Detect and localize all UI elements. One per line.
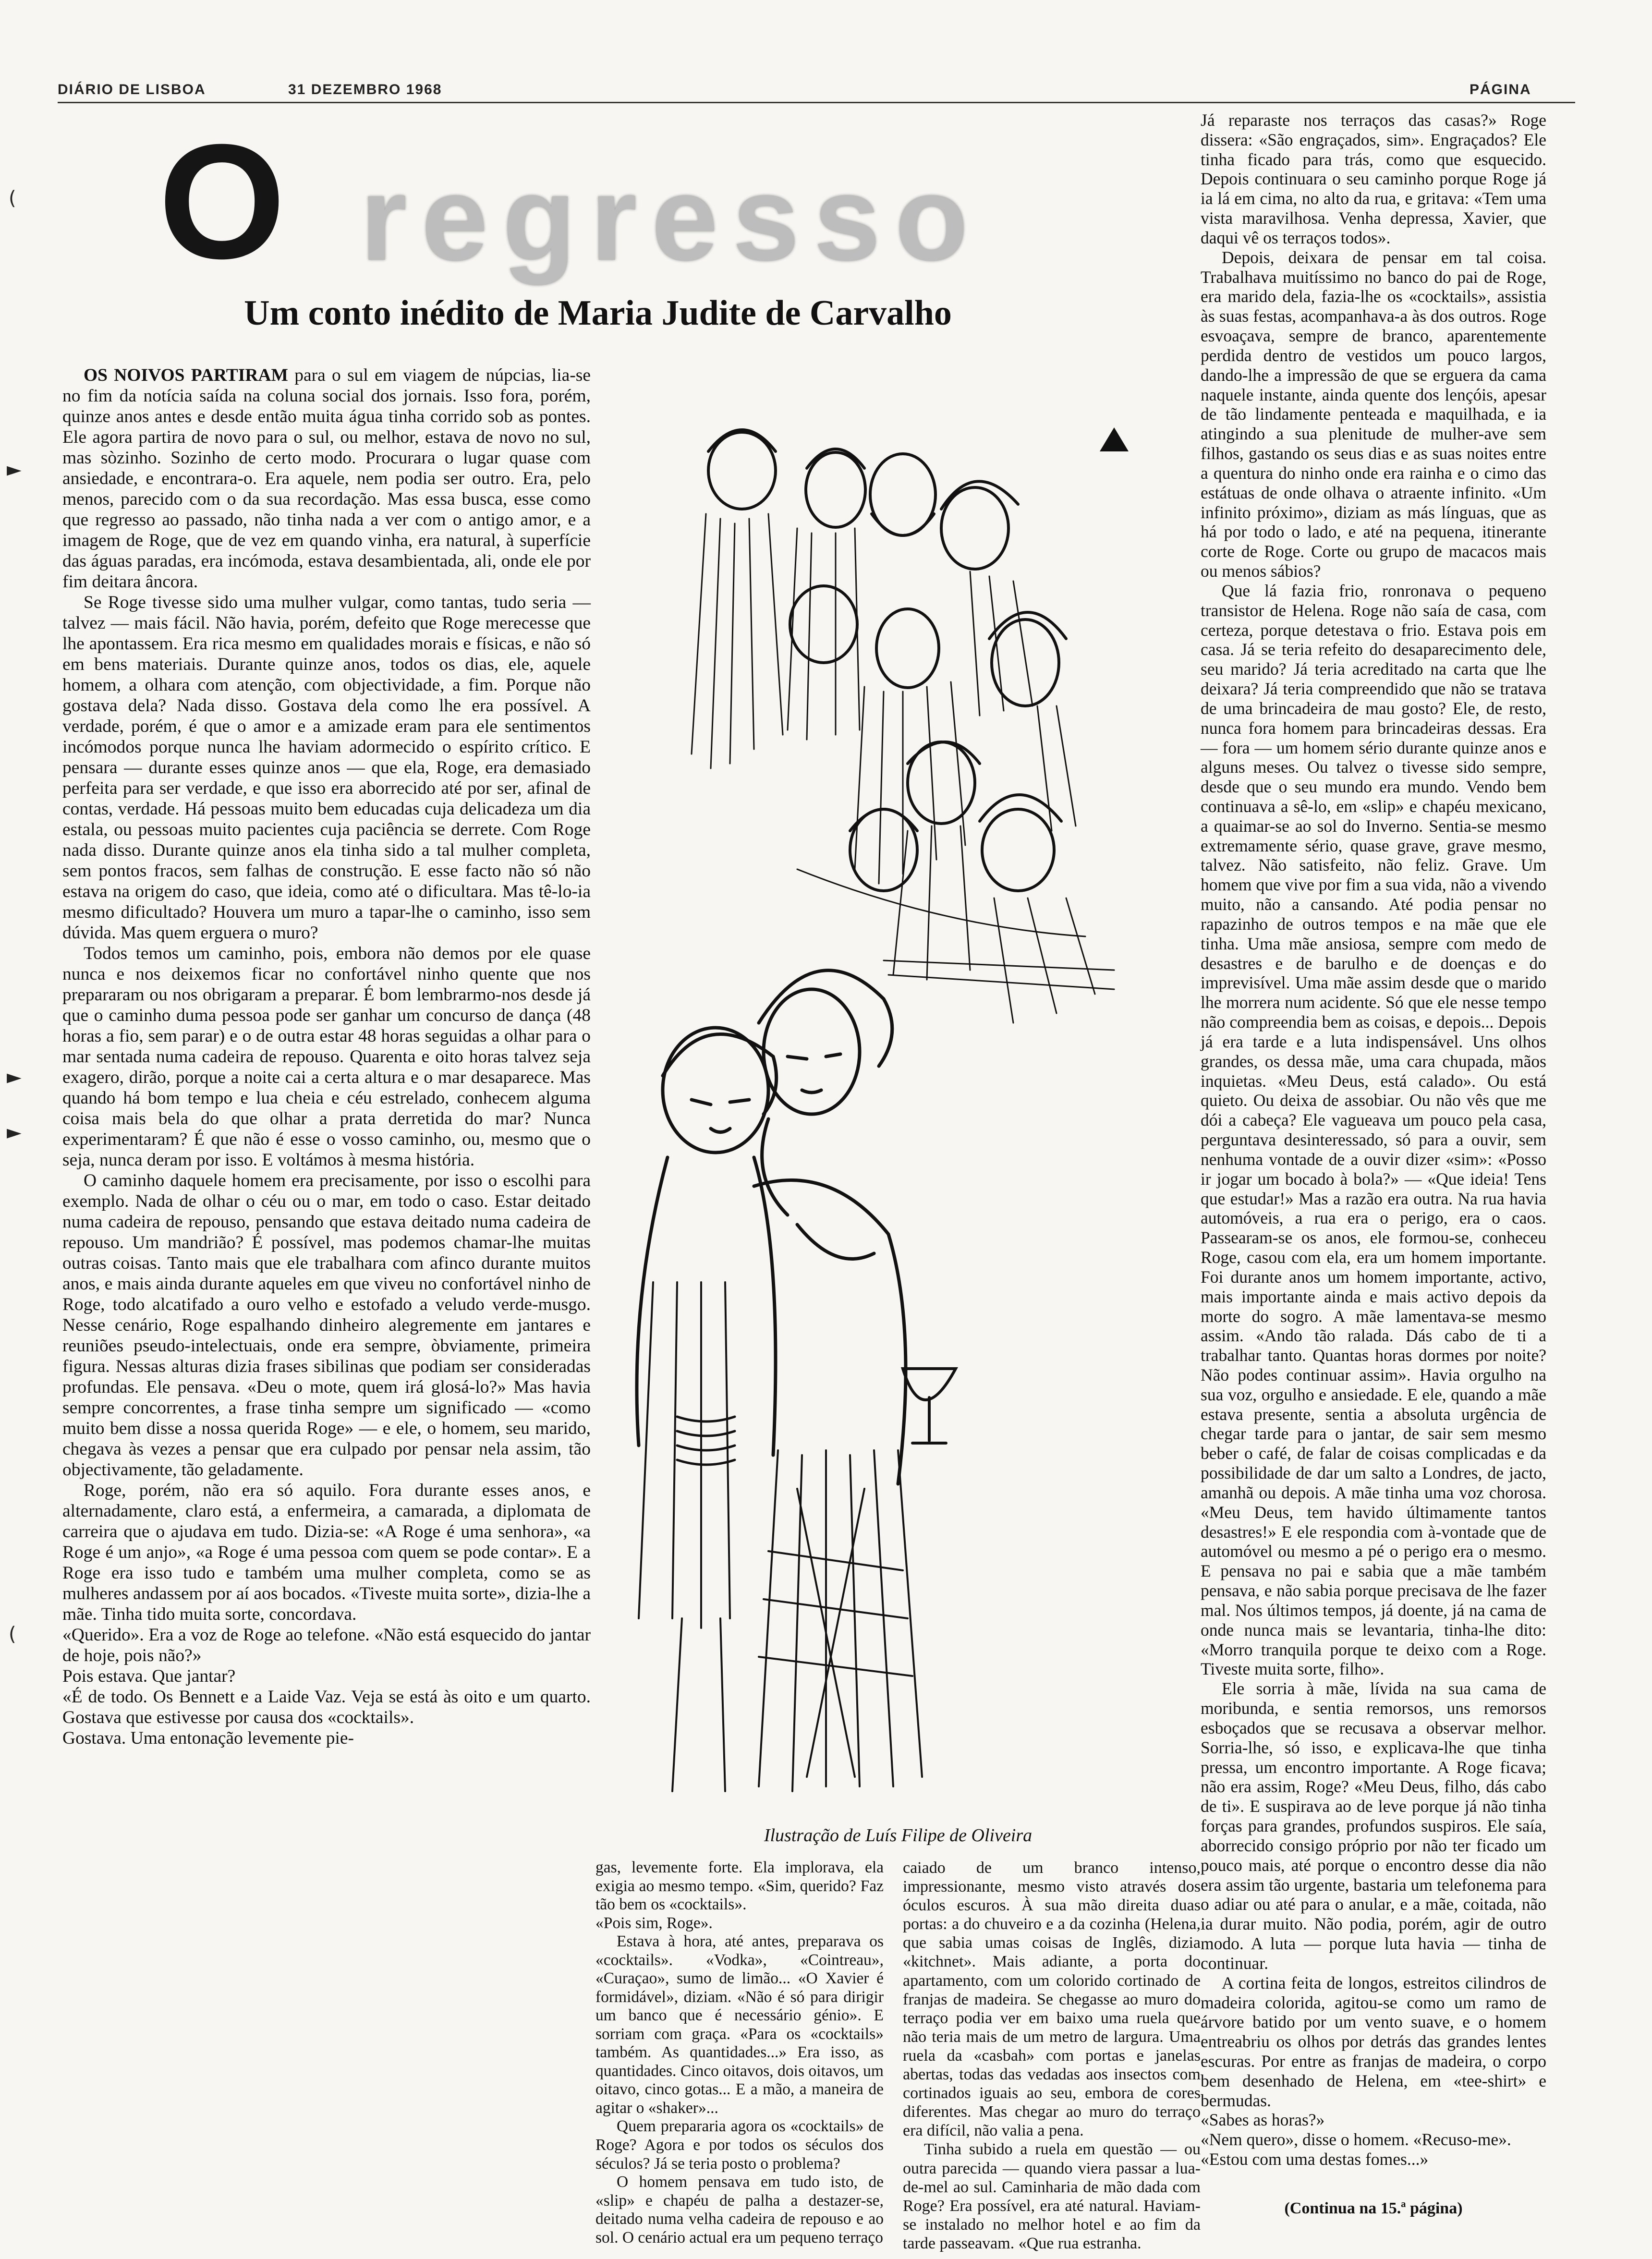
margin-arrow-mark: ► — [7, 1121, 22, 1143]
headline-initial: O — [158, 110, 286, 293]
story-illustration — [595, 370, 1201, 1806]
story-paragraph — [1201, 2130, 1546, 2150]
masthead — [58, 82, 1570, 101]
story-paragraph — [62, 943, 591, 1170]
paragraph-text: gas, levemente forte. Ela implorava, ela exigia ao mesmo tempo. «Sim, querido? Faz tão bem os «cocktails». — [595, 1858, 884, 1914]
paragraph-text: «Pois sim, Roge». — [595, 1914, 713, 1932]
paragraph-text: Quem prepararia agora os «cocktails» de Roge? Agora e por todos os séculos dos séculos? Já se teria posto o problema? — [595, 2117, 884, 2173]
paragraph-text: Se Roge tivesse sido uma mulher vulgar, como tantas, tudo seria — talvez — mais fácil. Não havia, porém, defeito que Roge merecesse que lhe apontassem. Era rica mesmo em qualidades morais e físicas, e não só em bens materiais. Durante quinze anos, todos os dias, ele, aquele homem, a olhara com atenção, com objectividade, a fim. Porque não gostava dela? Nada disso. Gostava dela como lhe era possível. A verdade, porém, é que o amor e a amizade eram para ele sentimentos incómodos porque nunca lhe haviam adormecido o espírito crítico. E pensara — durante esses quinze anos — que ela, Roge, era demasiado perfeita para ser verdade, e que isso era aborrecido até por ser, afinal de contas, verdade. Há pessoas muito bem educadas cuja delicadeza um dia estala, ou pessoas muito pacientes cuja paciência se derrete. Com Roge nada disso. Durante quinze anos ela tinha sido a tal mulher completa, sem pontos fracos, sem falhas de construção. E esse facto não só não estava na origem do caso, que ideia, como até o dificultara. Mas tê-lo-ia mesmo dificultado? Houvera um muro a tapar-lhe o caminho, isso sem dúvida. Mas quem erguera o muro? — [62, 593, 591, 943]
margin-bracket-mark: ( — [9, 1623, 16, 1645]
text-column-1 — [62, 365, 591, 2238]
story-paragraph — [62, 1728, 591, 1749]
story-paragraph — [1201, 2150, 1546, 2169]
story-paragraph — [903, 2140, 1201, 2253]
paragraph-text: O caminho daquele homem era precisamente, por isso o escolhi para exemplo. Nada de olhar o céu ou o mar, em todo o caso. Estar deitado numa cadeira de repouso, pensando que estava deitado numa cadeira de repouso. Um mandrião? É possível, mas podemos chamar-lhe muitas outras coisas. Tanto mais que ele trabalhara com afinco durante muitos anos, e mais ainda durante aqueles em que viveu no confortável ninho de Roge, todo alcatifado a ouro velho e estofado a veludo verde-musgo. Nesse cenário, Roge espalhando dinheiro alegremente em jantares e reuniões pseudo-intelectuais, onde era sempre, òbviamente, primeira figura. Nessas alturas dizia frases sibilinas que podiam ser consideradas profundas. Ele pensava. «Deu o mote, quem irá glosá-lo?» Mas havia sempre concorrentes, a frase tinha sempre um significado — «como muito bem disse a nossa querida Roge» — e ele, o homem, seu marido, chegava às vezes a pensar que era culpado por pensar nela assim, tão objectivamente, tão geladamente. — [62, 1171, 591, 1480]
story-paragraph — [1201, 1679, 1546, 1973]
story-paragraph — [62, 592, 591, 943]
paragraph-text: Gostava. Uma entonação levemente pie- — [62, 1728, 354, 1748]
text-column-4 — [1201, 110, 1546, 2190]
paragraph-text: «Sabes as horas?» — [1201, 2110, 1325, 2130]
paragraph-text: Estava à hora, até antes, preparava os «cocktails». «Vodka», «Cointreau», «Curaçao», sumo de limão... «O Xavier é formidável», diziam. «Não é só para dirigir um banco que é necessário génio». E sorriam com graça. «Para os «cocktails» também. As quantidades...» Era isso, as quantidades. Cinco oitavos, dois oitavos, um oitavo, cinco gotas... E a mão, a maneira de agitar o «shaker»... — [595, 1932, 884, 2117]
paragraph-text: Roge, porém, não era só aquilo. Fora durante esses anos, e alternadamente, claro está, a enfermeira, a camarada, a diplomata de carreira que o ajudava em tudo. Dizia-se: «A Roge é uma senhora», «a Roge é um anjo», «a Roge é uma pessoa com quem se pode contar». E a Roge era isso tudo e também uma mulher completa, como se as mulheres andassem por aí aos bocados. «Tiveste muita sorte», dizia-lhe a mãe. Tinha tido muita sorte, concordava. — [62, 1481, 591, 1624]
lead-in-caps: OS NOIVOS PARTIRAM — [84, 365, 288, 385]
story-paragraph — [595, 1914, 884, 1933]
story-paragraph — [595, 1858, 884, 1914]
story-paragraph — [62, 1480, 591, 1625]
story-paragraph — [1201, 110, 1546, 248]
paragraph-text: caiado de um branco intenso, impressionante, mesmo visto através dos óculos escuros. À sua mão direita duas portas: a do chuveiro e a da cozinha (Helena, que sabia umas coisas de Inglês, dizia «kitchnet». Mais adiante, a porta do apartamento, com um colorido cortinado de franjas de madeira. Se chegasse ao muro do terraço podia ver em baixo uma ruela que não teria mais de um metro de largura. Uma ruela da «casbah» com portas e janelas abertas, todas das vedadas aos insectos com cortinados iguais ao seu, embora de cores diferentes. Mas chegar ao muro do terraço era difícil, não valia a pena. — [903, 1859, 1201, 2140]
paragraph-text: «Estou com uma destas fomes...» — [1201, 2150, 1429, 2169]
paragraph-text: «É de todo. Os Bennett e a Laide Vaz. Veja se está às oito e um quarto. Gostava que estivesse por causa dos «cocktails». — [62, 1687, 591, 1727]
paragraph-text: Tinha subido a ruela em questão — ou outra parecida — quando viera passar a lua-de-mel ao sul. Caminharia de mão dada com Roge? Era possível, era até natural. Haviam-se instalado no melhor hotel e ao fim da tarde passeavam. «Que rua estranha. — [903, 2140, 1201, 2252]
text-column-3 — [903, 1858, 1201, 2252]
paragraph-text: Depois, deixara de pensar em tal coisa. Trabalhava muitíssimo no banco do pai de Roge, era marido dela, fazia-lhe os «cocktails», assistia às suas festas, acompanhava-a às dos outros. Roge esvoaçava, sempre de branco, aparentemente perdida dentro de vestidos um pouco largos, dando-lhe a impressão de que se erguera da cama naquele instante, ainda quente dos lençóis, apesar de tão lindamente penteada e maquilhada, e ia atingindo a sua plenitude de mulher-ave sem filhos, gastando os seus dias e as suas noites entre a quentura do ninho onde era rainha e o cimo das estátuas de onde olhava o atraente infinito. «Um infinito próximo», diziam as más línguas, que as há por todo o lado, e até na pequena, itinerante corte de Roge. Corte ou grupo de macacos mais ou menos sábios? — [1201, 247, 1546, 581]
story-paragraph — [1201, 2110, 1546, 2130]
story-headline — [158, 110, 1071, 293]
ink-drawing-people-image — [595, 370, 1201, 1806]
illustration-caption: Ilustração de Luís Filipe de Oliveira — [764, 1825, 1032, 1846]
story-paragraph — [62, 1666, 591, 1687]
story-paragraph — [595, 1932, 884, 2117]
paragraph-text: Todos temos um caminho, pois, embora não demos por ele quase nunca e nos deixemos ficar no confortável ninho quente que nos prepararam ou nos obrigaram a preparar. É bom lembrarmo-nos desde já que o caminho duma pessoa pode ser ganhar um concurso de dança (48 horas a fio, sem parar) e o de outra estar 48 horas seguidas a olhar para o mar sentada numa cadeira de repouso. Quarenta e oito horas talvez seja exagero, dirão, porque a noite cai a certa altura e o mar desaparece. Mas quando há bom tempo e lua cheia e céu estrelado, conhecem alguma coisa mais bela do que olhar a prata derretida do mar? Nunca experimentaram? É que não é esse o vosso caminho, ou, mesmo que o seja, nunca deram por isso. E voltámos à mesma história. — [62, 944, 591, 1170]
text-column-2 — [595, 1858, 884, 2252]
paragraph-text: Pois estava. Que jantar? — [62, 1666, 236, 1686]
continued-note: (Continua na 15.ª página) — [1284, 2199, 1463, 2217]
masthead-rule — [58, 102, 1575, 103]
paragraph-text: Que lá fazia frio, ronronava o pequeno transistor de Helena. Roge não saía de casa, com certeza, porque detestava o frio. Estava pois em casa. Já se teria refeito do desaparecimento dele, seu marido? Já teria acreditado na carta que lhe deixara? Já teria compreendido que não se tratava de uma brincadeira de mau gosto? Ele, de resto, nunca fora homem para brincadeiras dessas. Era — fora — um homem sério durante quinze anos e alguns meses. Ou talvez o tivesse sido sempre, desde que o seu mundo era mundo. Vendo bem continuava a sê-lo, em «slip» e chapéu mexicano, a quaimar-se ao sol do Inverno. Sentia-se mesmo extremamente sério, quase grave, grave mesmo, talvez. Não satisfeito, não feliz. Grave. Um homem que vive por fim a sua vida, não a vivendo muito, não a cansando. Até podia pensar no rapazinho de outros tempos e na mãe que ele tinha. Uma mãe ansiosa, sempre com medo de desastres e de barulho e de doenças e do imprevisível. Uma mãe assim desde que o marido lhe morrera num acidente. Só que ele nesse tempo não compreendia bem as coisas, e depois... Depois já era tarde e a luta indispensável. Uns olhos grandes, os dessa mãe, uma cara chupada, mãos inquietas. «Meu Deus, está calado». Ou está quieto. Ou deixa de assobiar. Ou não vês que me dói a cabeça? Ele vagueava um pouco pela casa, perguntava desinteressado, só para a ouvir, sem nenhuma vontade de a ouvir dizer «sim»: «Posso ir jogar um bocado à bola?» — «Que ideia! Tens que estudar!» Mas a razão era outra. Na rua havia automóveis, a rua era o perigo, era o caos. Passearam-se os anos, ele formou-se, conheceu Roge, casou com ela, era um homem importante. Foi durante anos um homem importante, activo, mais importante ainda e mais activo depois da morte do sogro. A mãe lamentava-se mesmo assim. «Ando tão ralada. Dás cabo de ti a trabalhar tanto. Quantas horas dormes por noite? Não podes continuar assim». Havia orgulho na sua voz, orgulho e ansiedade. E ele, quando a mãe estava presente, sentia a absoluta urgência de chegar tarde para o jantar, de sair sem mesmo beber o café, de falar de coisas complicadas e da possibilidade de dar um salto a Londres, de jacto, amanhã ou depois. A mãe tinha uma voz chorosa. «Meu Deus, tem havido últimamente tantos desastres!» E ele respondia com à-vontade que de automóvel ou mesmo a pé o perigo era o mesmo. E pensava no pai e sabia que a mãe também pensava, e não sabia porque precisava de lhe fazer mal. Nos últimos tempos, já doente, já na cama de onde nunca mais se levantaria, tinha-lhe dito: «Morro tranquila porque te deixo com a Roge. Tiveste muita sorte, filho». — [1201, 581, 1546, 1679]
story-paragraph — [903, 1858, 1201, 2140]
margin-bracket-mark: ( — [9, 187, 16, 209]
margin-arrow-mark: ► — [7, 459, 22, 481]
paragraph-text: «Querido». Era a voz de Roge ao telefone. «Não está esquecido do jantar de hoje, pois não?» — [62, 1625, 591, 1665]
story-paragraph — [1201, 248, 1546, 581]
story-paragraph — [62, 1687, 591, 1728]
newspaper-name: DIÁRIO DE LISBOA — [58, 82, 206, 97]
issue-date: 31 DEZEMBRO 1968 — [288, 82, 442, 97]
margin-arrow-mark: ► — [7, 1066, 22, 1088]
story-paragraph — [1201, 1973, 1546, 2111]
paragraph-text: Já reparaste nos terraços das casas?» Roge dissera: «São engraçados, sim». Engraçados? Ele tinha ficado para trás, como que esquecido. Depois continuara o seu caminho porque Roge já ia lá em cima, no alto da rua, e gritava: «Tem uma vista maravilhosa. Venha depressa, Xavier, que daqui vê os terraços todos». — [1201, 110, 1546, 247]
paragraph-text: «Nem quero», disse o homem. «Recuso-me». — [1201, 2130, 1511, 2150]
paragraph-text: A cortina feita de longos, estreitos cilindros de madeira colorida, agitou-se como um ramo de árvore batido por um vento suave, e o homem entreabriu os olhos por detrás das grandes lentes escuras. Por entre as franjas de madeira, o corpo bem desenhado de Helena, em «tee-shirt» e bermudas. — [1201, 1973, 1546, 2110]
story-subtitle: Um conto inédito de Maria Judite de Carvalho — [244, 293, 952, 333]
story-paragraph — [62, 1625, 591, 1666]
paragraph-text: Ele sorria à mãe, lívida na sua cama de moribunda, e sentia remorsos, uns remorsos esboçados que se recusava a observar melhor. Sorria-lhe, só isso, e explicava-lhe que tinha pressa, um encontro importante. A Roge ficava; não era assim, Roge? «Meu Deus, filho, dás cabo de ti». E suspirava ao de leve porque já não tinha forças para grandes, profundos suspiros. Ele saía, aborrecido consigo próprio por não ter ficado um pouco mais, até porque o encontro desse dia não era assim tão urgente, bastaria um telefonema para o adiar ou até para o anular, e a mãe, coitada, não ia durar muito. Não podia, porém, agir de outro modo. A luta — porque luta havia — tinha de continuar. — [1201, 1679, 1546, 1973]
paragraph-text: O homem pensava em tudo isto, de «slip» e chapéu de palha a destazer-se, deitado numa velha cadeira de repouso e ao sol. O cenário actual era um pequeno terraço — [595, 2173, 884, 2247]
story-paragraph — [62, 1170, 591, 1480]
headline-word: regresso — [360, 151, 983, 285]
story-paragraph — [62, 365, 591, 592]
story-paragraph — [595, 2173, 884, 2247]
story-paragraph — [595, 2117, 884, 2173]
page-label: PÁGINA — [1470, 82, 1531, 97]
story-paragraph — [1201, 581, 1546, 1679]
paragraph-text: para o sul em viagem de núpcias, lia-se no fim da notícia saída na coluna social dos jornais. Isso fora, porém, quinze anos antes e desde então muita água tinha corrido sob as pontes. Ele agora partira de novo para o sul, ou melhor, estava de novo no sul, mas sòzinho. Sozinho de certo modo. Procurara o lugar quase com ansiedade, e encontrara-o. Era aquele, nem podia ser outro. Era, pelo menos, parecido com o da sua recordação. Mas essa busca, esse como que regresso ao passado, não tinha nada a ver com o antigo amor, e a imagem de Roge, que de vez em quando vinha, era natural, à superfície das águas paradas, era incómoda, estava desambientada, ali, onde ele por fim deitara âncora. — [62, 365, 591, 592]
